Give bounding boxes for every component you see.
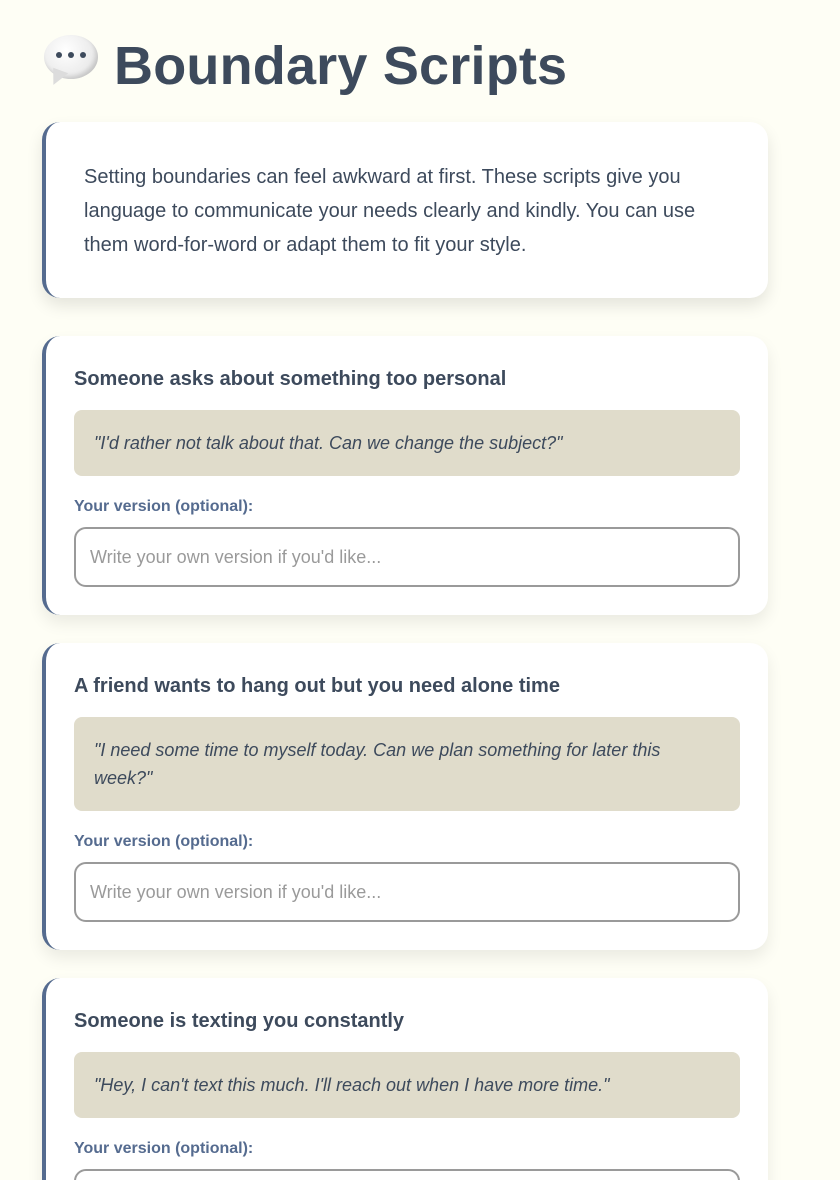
intro-card	[42, 122, 768, 298]
version-label: Your version (optional):	[74, 1140, 254, 1157]
script-card-personal-question	[42, 336, 768, 615]
speech-bubble-icon	[42, 32, 100, 90]
script-card-alone-time	[42, 643, 768, 950]
header	[42, 26, 768, 106]
script-card-constant-texting	[42, 978, 768, 1180]
version-input[interactable]	[74, 862, 740, 922]
intro-text: Setting boundaries can feel awkward at first. These scripts give you language to communicate your needs clearly and kindly. You can use them word-for-word or adapt them to fit your style.	[84, 166, 696, 256]
script-quote: "I need some time to myself today. Can we plan something for later this week?"	[74, 717, 740, 811]
version-label: Your version (optional):	[74, 498, 254, 515]
version-input[interactable]	[74, 1169, 740, 1180]
version-input[interactable]	[74, 527, 740, 587]
script-title: Someone asks about something too personal	[74, 368, 507, 390]
script-quote: "Hey, I can't text this much. I'll reach out when I have more time."	[74, 1052, 740, 1118]
script-title: A friend wants to hang out but you need alone time	[74, 675, 560, 697]
script-title: Someone is texting you constantly	[74, 1010, 405, 1032]
script-quote: "I'd rather not talk about that. Can we change the subject?"	[74, 410, 740, 476]
version-label: Your version (optional):	[74, 833, 254, 850]
page-title: Boundary Scripts	[114, 36, 568, 96]
